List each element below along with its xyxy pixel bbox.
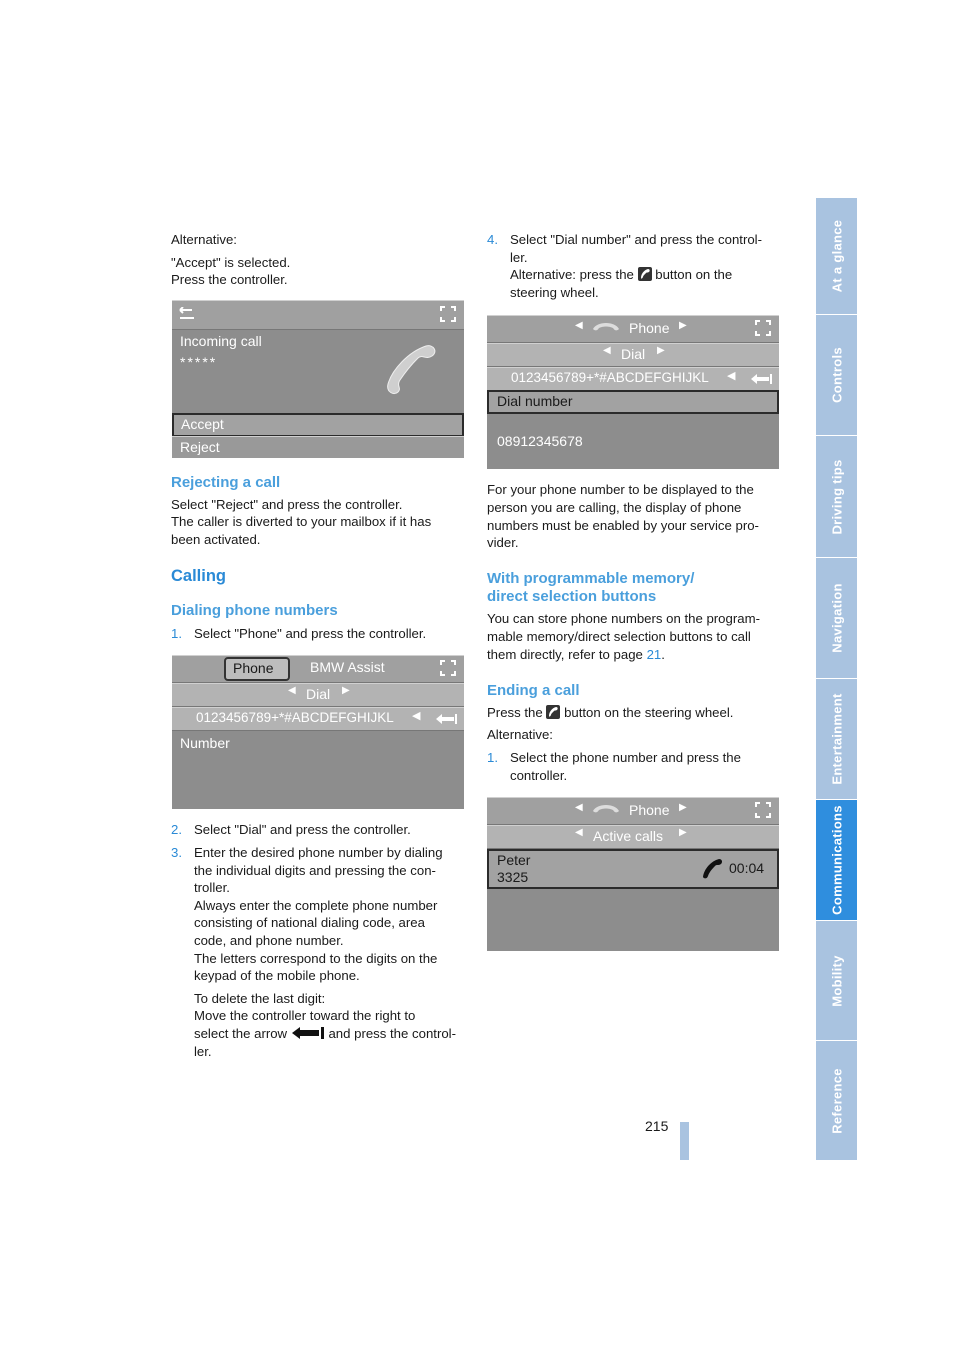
menu-right-arrow: ▶ (679, 802, 687, 813)
delete-arrow-icon (291, 1027, 325, 1039)
dial-menu-bar[interactable]: ◀ Dial ▶ (487, 343, 779, 367)
phone-button-icon (638, 267, 652, 281)
menu-left-arrow: ◀ (288, 685, 296, 696)
sidebar-tab-at-a-glance[interactable]: At a glance (816, 198, 857, 315)
phone-tab-icon (591, 319, 621, 335)
phone-handset-icon (701, 857, 723, 881)
dialing-heading: Dialing phone numbers (171, 602, 338, 619)
menu-right-arrow: ▶ (679, 827, 687, 838)
sidebar-tab-entertainment[interactable]: Entertainment (816, 679, 857, 800)
delete-arrow-icon[interactable] (749, 373, 773, 385)
caller-masked: ***** (180, 354, 218, 370)
memory-heading-2: direct selection buttons (487, 588, 657, 605)
menu-right-arrow: ▶ (657, 345, 665, 356)
back-arrow-icon (178, 307, 198, 321)
cursor-left-icon[interactable]: ◀ (727, 370, 736, 382)
call-duration: 00:04 (729, 860, 765, 876)
digit-speller[interactable]: 0123456789+*#ABCDEFGHIJKL ◀ (487, 367, 779, 391)
sidebar-tab-reference[interactable]: Reference (816, 1041, 857, 1161)
dial-number-option[interactable]: Dial number (487, 390, 779, 414)
sidebar-tab-communications[interactable]: Communications (816, 800, 857, 921)
display-text-2: person you are calling, the display of phone (487, 500, 742, 515)
phone-handset-icon (382, 340, 438, 396)
tab-phone[interactable]: Phone (224, 657, 290, 681)
caller-name: Peter (497, 852, 531, 868)
page-number-bar (680, 1122, 689, 1160)
phone-tab-icon (591, 801, 621, 817)
delete-arrow-icon[interactable] (434, 713, 458, 725)
entered-number: 08912345678 (497, 433, 583, 449)
dial-screen (172, 655, 464, 809)
options-icon (438, 305, 458, 323)
page-number: 215 (645, 1118, 669, 1134)
rejecting-text-2a: The caller is diverted to your mailbox if it has (171, 514, 432, 529)
sidebar-tab-navigation[interactable]: Navigation (816, 558, 857, 679)
screen-header-bar (172, 300, 464, 330)
ending-text-1: Press the button on the steering wheel. (487, 705, 734, 720)
sidebar-tab-mobility[interactable]: Mobility (816, 921, 857, 1041)
options-icon (753, 319, 773, 337)
tab-bar: ◀ Phone ▶ (487, 315, 779, 343)
rejecting-heading: Rejecting a call (171, 474, 281, 491)
sidebar-tab-controls[interactable]: Controls (816, 315, 857, 436)
sidebar-tab-driving-tips[interactable]: Driving tips (816, 436, 857, 558)
display-text-3: numbers must be enabled by your service pro- (487, 518, 759, 533)
tab-bmw-assist[interactable]: BMW Assist (310, 659, 385, 675)
memory-heading-1: With programmable memory/ (487, 570, 695, 587)
menu-left-arrow: ◀ (575, 320, 583, 331)
active-calls-screen (487, 797, 779, 951)
active-call-entry[interactable] (487, 849, 779, 889)
menu-left-arrow: ◀ (575, 802, 583, 813)
menu-left-arrow: ◀ (603, 345, 611, 356)
active-calls-menu-bar[interactable]: ◀ Active calls ▶ (487, 825, 779, 849)
tab-bar: ◀ Phone ▶ (487, 797, 779, 825)
display-text-1: For your phone number to be displayed to the (487, 482, 754, 497)
alternative-label: Alternative: (171, 232, 237, 247)
rejecting-text-2b: been activated. (171, 532, 261, 547)
dial-number-screen (487, 315, 779, 469)
digit-speller[interactable]: 0123456789+*#ABCDEFGHIJKL ◀ (172, 707, 464, 731)
memory-text-1: You can store phone numbers on the program- (487, 611, 760, 626)
incoming-call-screen (172, 300, 464, 458)
caller-number: 3325 (497, 869, 529, 885)
accept-selected-text: "Accept" is selected. (171, 255, 291, 270)
menu-left-arrow: ◀ (575, 827, 583, 838)
press-controller-text: Press the controller. (171, 272, 288, 287)
incoming-call-title: Incoming call (180, 333, 262, 349)
ending-heading: Ending a call (487, 682, 580, 699)
dial-menu-bar[interactable]: ◀ Dial ▶ (172, 683, 464, 707)
cursor-left-icon[interactable]: ◀ (412, 710, 421, 722)
memory-text-2: mable memory/direct selection buttons to call (487, 629, 751, 644)
page-21-link[interactable]: 21 (646, 647, 662, 662)
accept-option[interactable]: Accept (172, 413, 464, 437)
memory-text-3: them directly, refer to page 21. (487, 647, 665, 662)
ending-alternative: Alternative: (487, 727, 553, 742)
menu-right-arrow: ▶ (679, 320, 687, 331)
menu-right-arrow: ▶ (342, 685, 350, 696)
reject-option[interactable]: Reject (172, 436, 464, 458)
calling-heading: Calling (171, 567, 227, 585)
options-icon (753, 801, 773, 819)
phone-button-icon (546, 705, 560, 719)
number-label: Number (180, 735, 230, 751)
display-text-4: vider. (487, 535, 519, 550)
rejecting-text-1: Select "Reject" and press the controller. (171, 497, 403, 512)
options-icon (438, 659, 458, 677)
